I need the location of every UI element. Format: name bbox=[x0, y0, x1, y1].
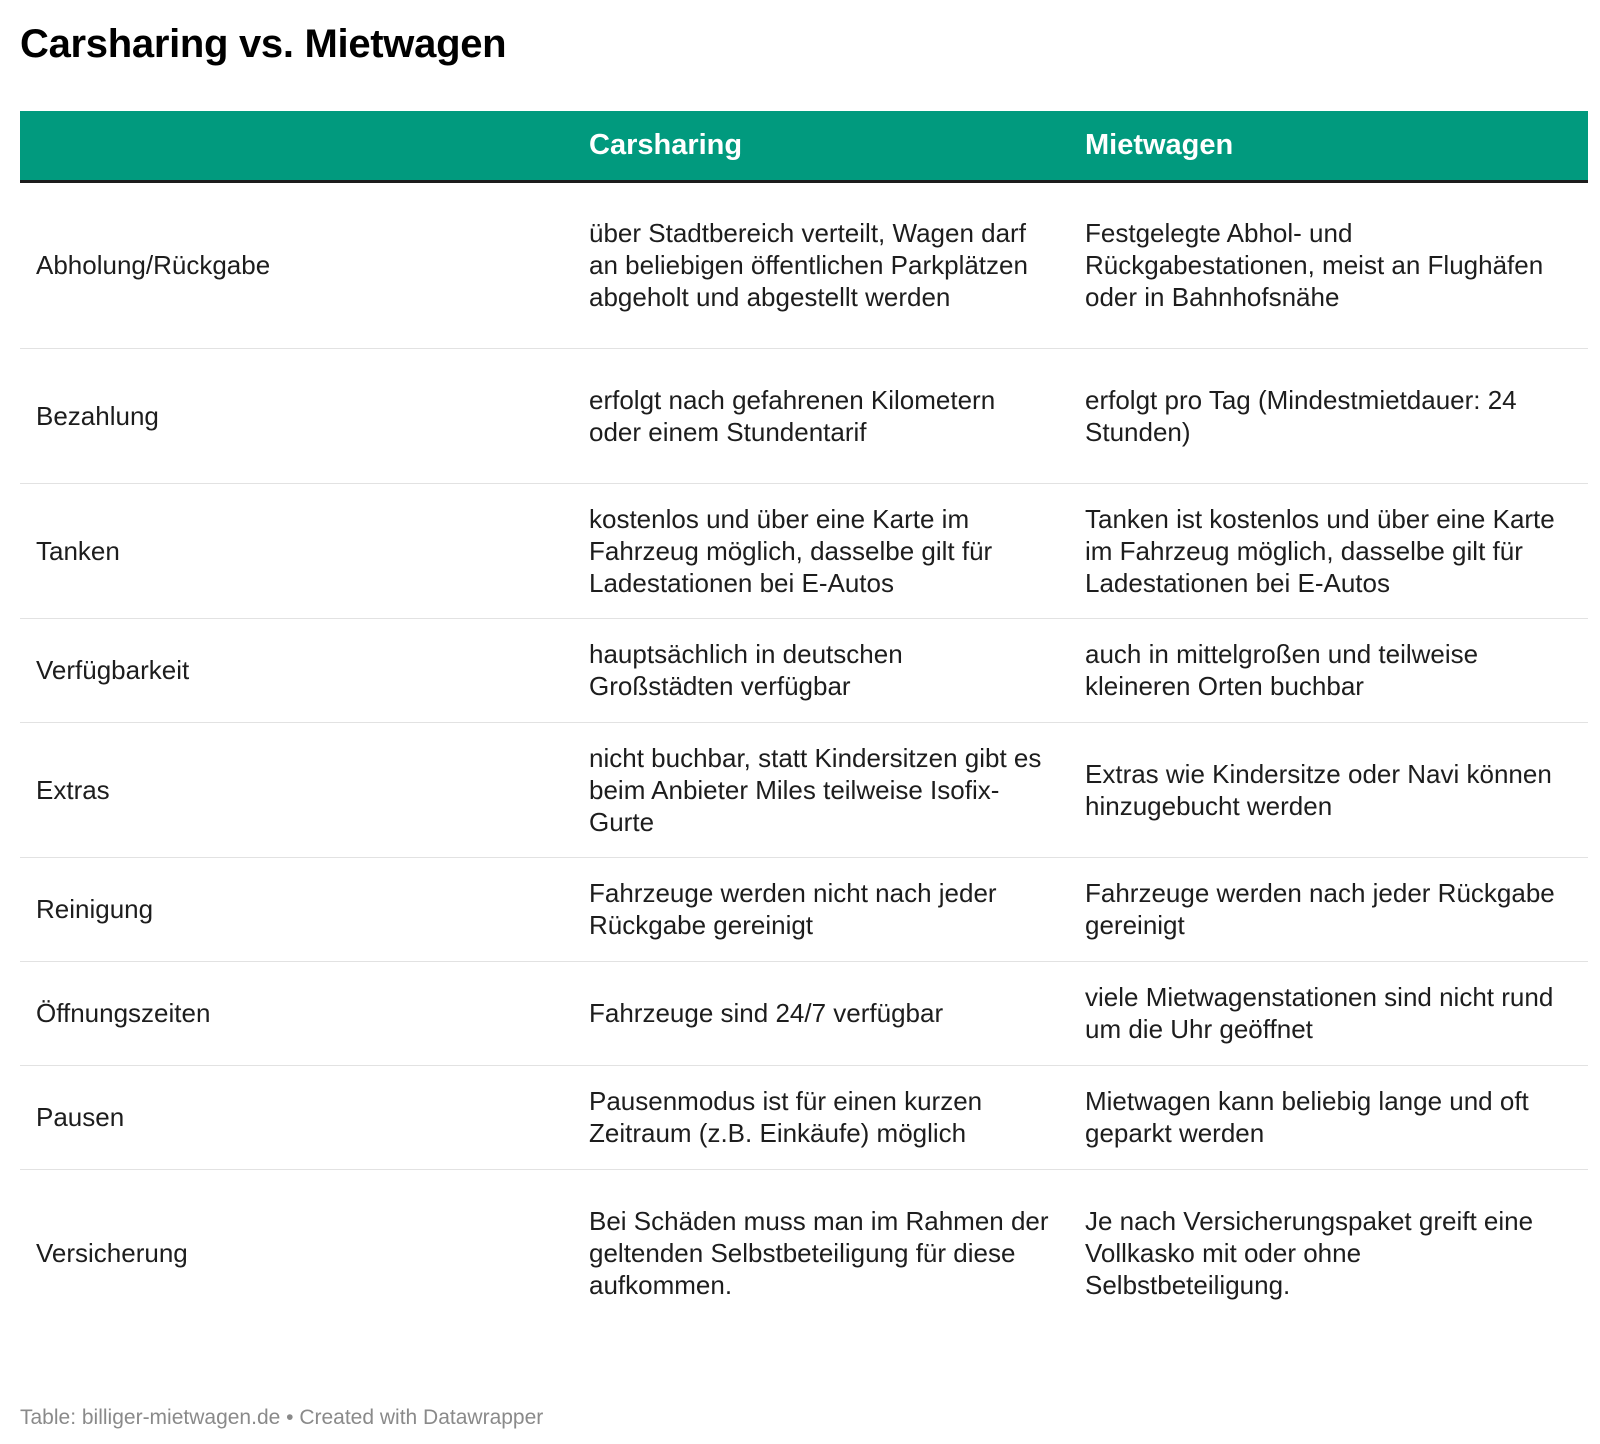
cell-mietwagen: Extras wie Kindersitze oder Navi können hinzugebucht werden bbox=[1069, 722, 1588, 857]
cell-carsharing: Fahrzeuge sind 24/7 verfügbar bbox=[573, 961, 1069, 1065]
cell-mietwagen: Fahrzeuge werden nach jeder Rückgabe gereinigt bbox=[1069, 857, 1588, 961]
row-label: Versicherung bbox=[36, 1237, 188, 1268]
table-row bbox=[20, 961, 1588, 1065]
cell-mietwagen: Festgelegte Abhol- und Rückgabestationen, meist an Flughäfen oder in Bahnhofsnähe bbox=[1069, 181, 1588, 348]
table-row bbox=[20, 1169, 1588, 1336]
row-label: Öffnungszeiten bbox=[20, 961, 573, 1065]
cell-mietwagen: erfolgt pro Tag (Mindestmietdauer: 24 Stunden) bbox=[1069, 348, 1588, 483]
table-row bbox=[20, 181, 1588, 348]
row-label: Bezahlung bbox=[20, 348, 573, 483]
row-label: Verfügbarkeit bbox=[20, 618, 573, 722]
table-row bbox=[20, 1065, 1588, 1169]
comparison-table bbox=[20, 111, 1588, 1336]
cell-mietwagen: Je nach Versicherungspaket greift eine Vollkasko mit oder ohne Selbstbeteiligung. bbox=[1085, 1205, 1534, 1300]
cell-carsharing: hauptsächlich in deutschen Großstädten verfügbar bbox=[573, 618, 1069, 722]
cell-carsharing: Fahrzeuge werden nicht nach jeder Rückgabe gereinigt bbox=[573, 857, 1069, 961]
header-cell-label bbox=[20, 111, 573, 181]
cell-mietwagen: viele Mietwagenstationen sind nicht rund um die Uhr geöffnet bbox=[1069, 961, 1588, 1065]
row-label: Pausen bbox=[20, 1065, 573, 1169]
cell-carsharing: erfolgt nach gefahrenen Kilometern oder einem Stundentarif bbox=[573, 348, 1069, 483]
cell-mietwagen: Tanken ist kostenlos und über eine Karte im Fahrzeug möglich, dasselbe gilt für Ladestationen bei E-Autos bbox=[1069, 483, 1588, 618]
row-label: Extras bbox=[20, 722, 573, 857]
header-cell-carsharing: Carsharing bbox=[573, 111, 1069, 181]
cell-mietwagen: Mietwagen kann beliebig lange und oft geparkt werden bbox=[1069, 1065, 1588, 1169]
table-row bbox=[20, 483, 1588, 618]
row-label: Reinigung bbox=[20, 857, 573, 961]
table-row bbox=[20, 722, 1588, 857]
cell-carsharing: nicht buchbar, statt Kindersitzen gibt es beim Anbieter Miles teilweise Isofix-Gurte bbox=[573, 722, 1069, 857]
row-label: Tanken bbox=[20, 483, 573, 618]
cell-carsharing: Pausenmodus ist für einen kurzen Zeitraum (z.B. Einkäufe) möglich bbox=[573, 1065, 1069, 1169]
cell-carsharing: Bei Schäden muss man im Rahmen der geltenden Selbstbeteiligung für diese aufkommen. bbox=[589, 1205, 1049, 1300]
header-cell-mietwagen: Mietwagen bbox=[1069, 111, 1588, 181]
table-row bbox=[20, 618, 1588, 722]
table-row bbox=[20, 857, 1588, 961]
page-title: Carsharing vs. Mietwagen bbox=[20, 22, 507, 66]
cell-carsharing: über Stadtbereich verteilt, Wagen darf an beliebigen öffentlichen Parkplätzen abgeholt und abgestellt werden bbox=[573, 181, 1069, 348]
row-label: Abholung/Rückgabe bbox=[20, 181, 573, 348]
cell-mietwagen: auch in mittelgroßen und teilweise kleineren Orten buchbar bbox=[1069, 618, 1588, 722]
source-footer: Table: billiger-mietwagen.de • Created with Datawrapper bbox=[20, 1406, 544, 1429]
table-row bbox=[20, 348, 1588, 483]
table-header-row bbox=[20, 111, 1588, 181]
cell-carsharing: kostenlos und über eine Karte im Fahrzeug möglich, dasselbe gilt für Ladestationen bei E-Autos bbox=[573, 483, 1069, 618]
